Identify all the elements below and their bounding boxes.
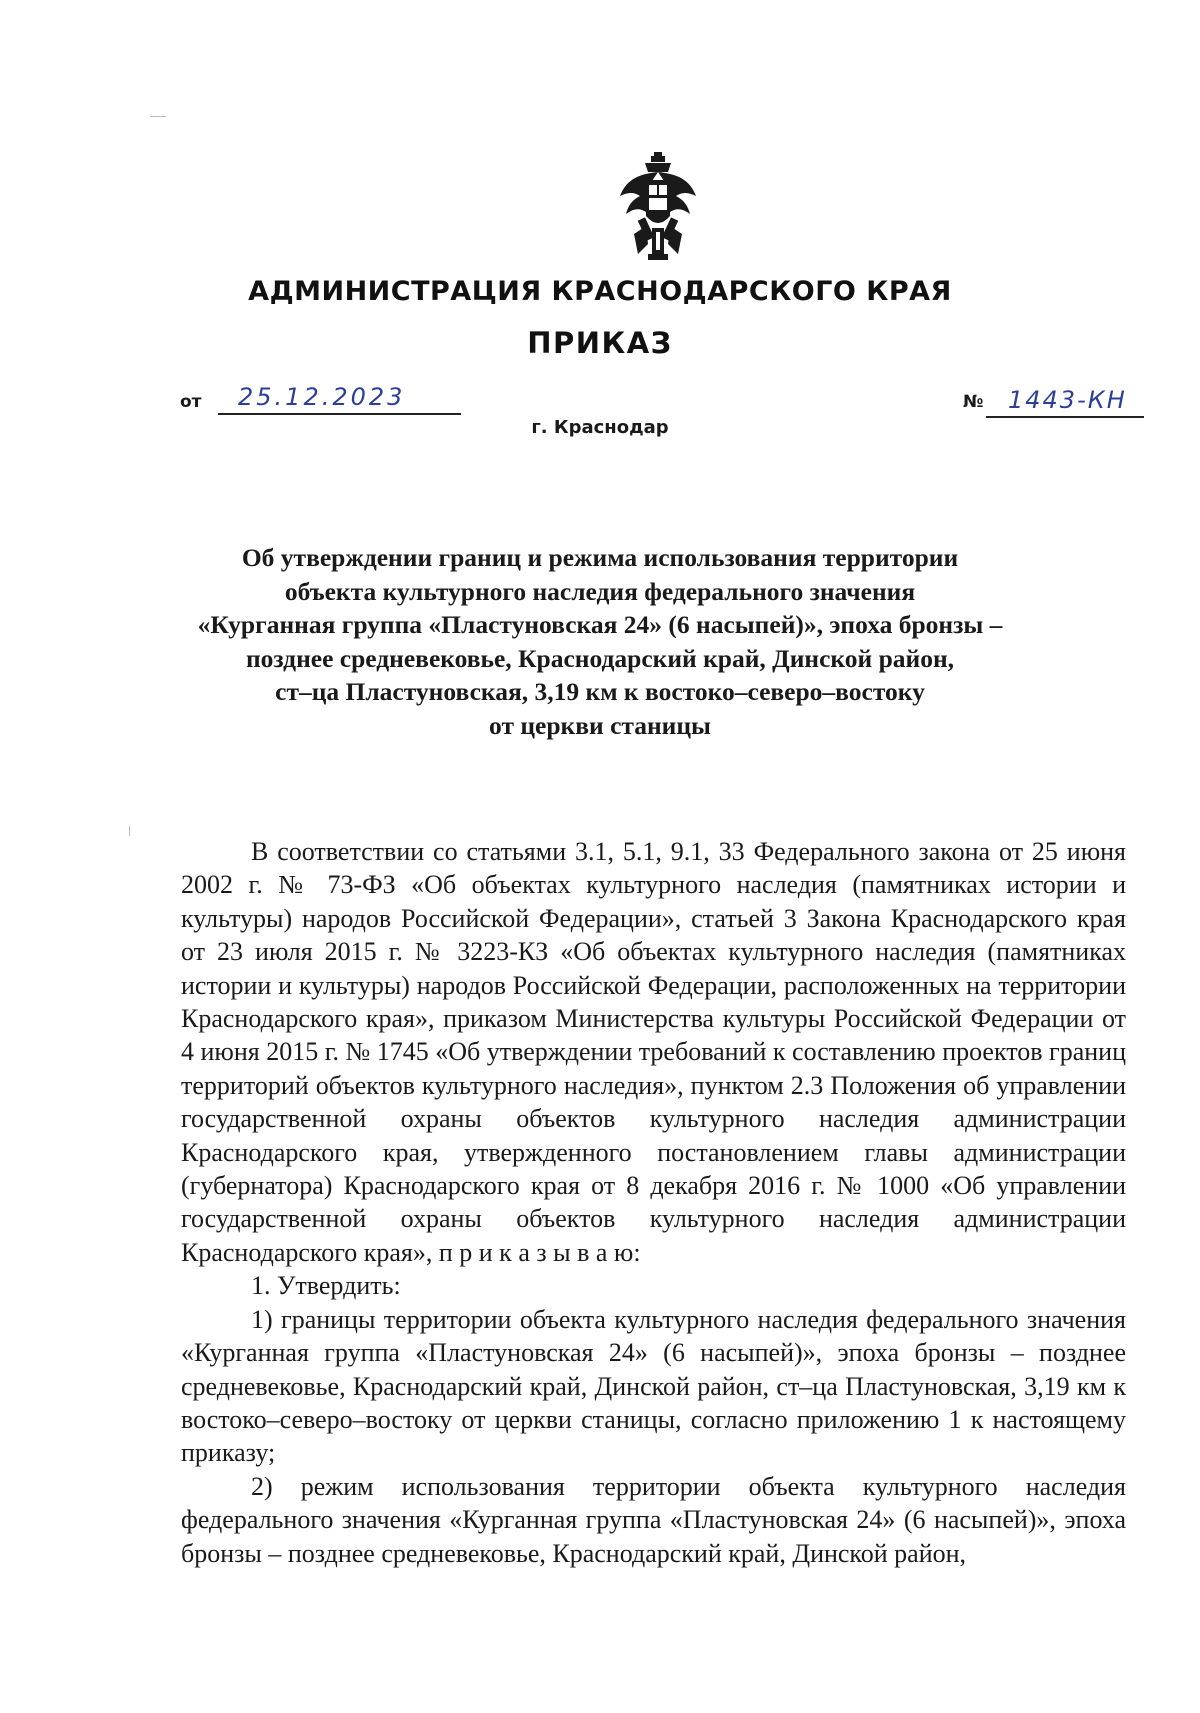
title-line: «Курганная группа «Пластуновская 24» (6 насыпей)», эпоха бронзы – — [197, 610, 1003, 639]
document-title — [150, 541, 1050, 742]
document-type: ПРИКАЗ — [527, 326, 673, 360]
title-line: от церкви станицы — [489, 710, 711, 740]
title-line: позднее средневековье, Краснодарский край, Динской район, — [245, 643, 955, 673]
title-line: ст–ца Пластуновская, 3,19 км к востоко–северо–востоку — [275, 677, 925, 706]
title-line: Об утверждении границ и режима использования территории — [241, 543, 959, 572]
document-body — [181, 835, 1126, 1570]
krasnodar-coat-of-arms-icon — [612, 150, 704, 262]
item-1-2: 2) режим использования территории объекта культурного наследия федерального значения «Курганная группа «Пластуновская 24» (6 насыпей)», эпоха бронзы – позднее средневековье, Краснодарский край, Динской район, — [181, 1471, 1126, 1568]
agency-name: АДМИНИСТРАЦИЯ КРАСНОДАРСКОГО КРАЯ — [248, 276, 952, 307]
city: г. Краснодар — [531, 417, 669, 438]
number-label: № — [963, 392, 984, 412]
date-value-handwritten: 25.12.2023 — [238, 383, 406, 411]
date-label: от — [180, 392, 202, 412]
preamble-paragraph: В соответствии со статьями 3.1, 5.1, 9.1, 33 Федерального закона от 25 июня 2002 г. № 73-ФЗ «Об объектах культурного наследия (памятниках истории и культуры) народов Российской Федерации», статьей 3 Закона Краснодарского края от 23 июля 2015 г. № 3223-КЗ «Об объектах культурного наследия (памятниках истории и культуры) народов Российской Федерации, расположенных на территории Краснодарского края», приказом Министерства культуры Российской Федерации от 4 июня 2015 г. № 1745 «Об утверждении требований к составлению проектов границ территорий объектов культурного наследия», пунктом 2.3 Положения об управлении государственной охраны объектов культурного наследия администрации Краснодарского края, утвержденного постановлением главы администрации (губернатора) Краснодарского края от 8 декабря 2016 г. № 1000 «Об управлении государственной охраны объектов культурного наследия администрации Краснодарского края», п р и к а з ы в а ю: — [181, 837, 1127, 1267]
number-value-handwritten: 1443-КН — [1008, 386, 1127, 414]
item-1-1: 1) границы территории объекта культурного наследия федерального значения «Курганная группа «Пластуновская 24» (6 насыпей)», эпоха бронзы – позднее средневековье, Краснодарский край, Динской район, ст–ца Пластуновская, 3,19 км к востоко–северо–востоку от церкви станицы, согласно приложению 1 к настоящему приказу; — [181, 1304, 1126, 1468]
scan-speck — [150, 116, 166, 117]
item-1: 1. Утвердить: — [251, 1271, 401, 1301]
title-line: объекта культурного наследия федерального значения — [284, 576, 916, 606]
scan-speck — [129, 826, 130, 836]
date-underline — [218, 413, 461, 415]
